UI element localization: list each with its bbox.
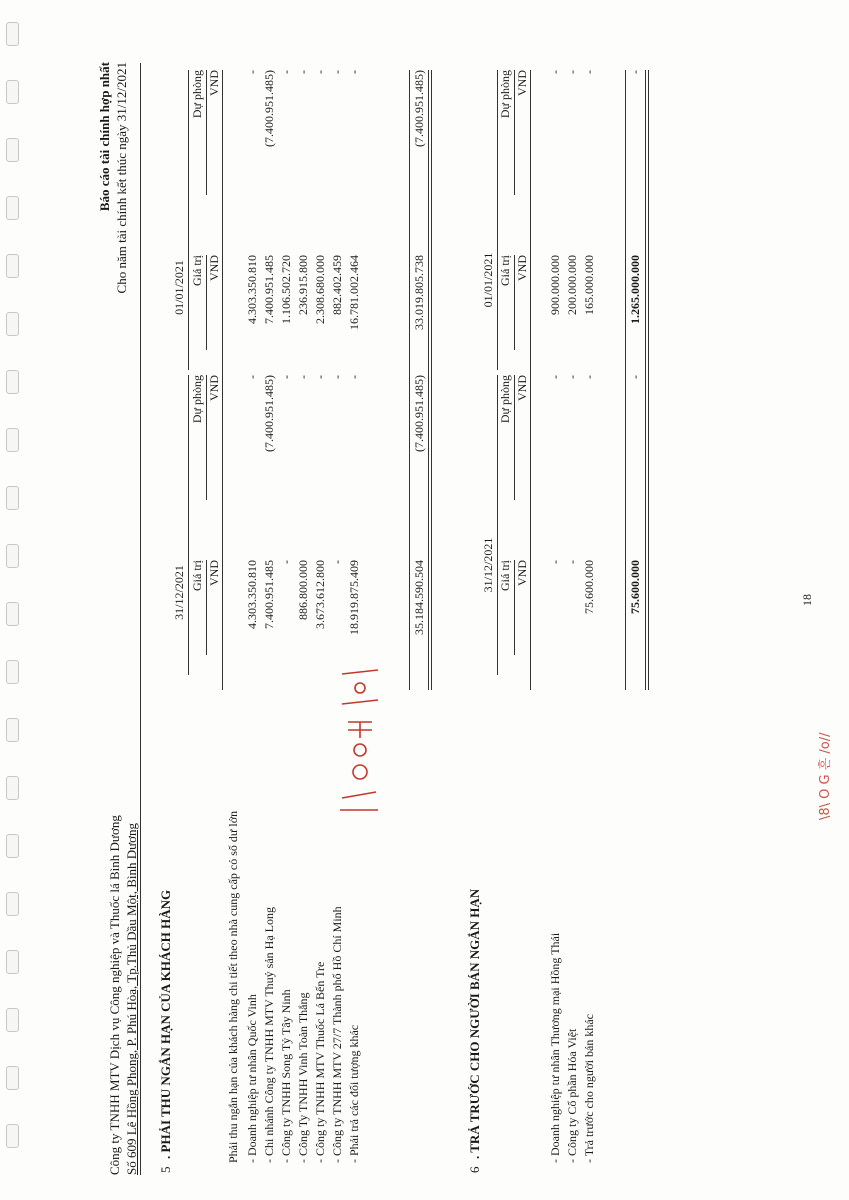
row-value-2: 16.781.002.464 bbox=[347, 255, 361, 330]
handwritten-note: \8\ O G 흔 /o// bbox=[818, 732, 833, 820]
s6-unit-4: VND bbox=[515, 70, 529, 96]
report-title: Báo cáo tài chính hợp nhất bbox=[97, 62, 112, 212]
row-value-2: 882.402.459 bbox=[330, 255, 344, 315]
s6-col-value-1: Giá trị bbox=[498, 560, 512, 591]
row-prov-1: - bbox=[313, 375, 327, 379]
s5-unit-3: VND bbox=[207, 255, 221, 281]
company-address: Số 609 Lê Hồng Phong, P. Phú Hòa, Tp.Thủ Dầu Một, Bình Dương bbox=[124, 822, 139, 1175]
row-label: - Doanh nghiệp tư nhân Thương mại Hồng Thái bbox=[548, 932, 562, 1163]
row-value-1: - bbox=[548, 560, 562, 564]
s5-intro: Phải thu ngắn hạn của khách hàng chi tiết theo nhà cung cấp có số dư lớn bbox=[226, 810, 240, 1163]
s5-unit-2: VND bbox=[207, 375, 221, 401]
row-value-1: 18.919.875.409 bbox=[347, 560, 361, 635]
row-prov-1: - bbox=[279, 375, 293, 379]
section5-title: . PHẢI THU NGẮN HẠN CỦA KHÁCH HÀNG bbox=[158, 889, 173, 1159]
s6-period1: 31/12/2021 bbox=[481, 537, 495, 593]
row-value-2: 1.106.502.720 bbox=[279, 255, 293, 324]
s6-col-prov-2: Dự phòng bbox=[498, 70, 512, 119]
row-value-2: 165.000.000 bbox=[582, 255, 596, 315]
row-prov-1: - bbox=[565, 375, 579, 379]
total-value-2: 33.019.805.738 bbox=[412, 255, 426, 330]
row-value-2: 900.000.000 bbox=[548, 255, 562, 315]
report-period: Cho năm tài chính kết thúc ngày 31/12/2021 bbox=[114, 62, 129, 294]
row-value-1: 886.800.000 bbox=[296, 560, 310, 620]
s6-unit-2: VND bbox=[515, 375, 529, 401]
s6-unit-1: VND bbox=[515, 560, 529, 586]
s5-col-value-2: Giá trị bbox=[190, 255, 204, 286]
row-prov-2: - bbox=[548, 70, 562, 74]
row-prov-2: - bbox=[330, 70, 344, 74]
row-value-1: 7.400.951.485 bbox=[262, 560, 276, 629]
row-prov-1: - bbox=[347, 375, 361, 379]
row-value-1: 3.673.612.800 bbox=[313, 560, 327, 629]
s6-period2: 01/01/2021 bbox=[481, 252, 495, 308]
s5-unit-4: VND bbox=[207, 70, 221, 96]
total-value-1: 35.184.590.504 bbox=[412, 560, 426, 635]
s5-col-prov-1: Dự phòng bbox=[190, 375, 204, 424]
total-prov-1: - bbox=[628, 375, 642, 379]
row-value-1: 4.303.350.810 bbox=[245, 560, 259, 629]
row-prov-1: - bbox=[296, 375, 310, 379]
row-prov-2: - bbox=[347, 70, 361, 74]
row-prov-1: - bbox=[245, 375, 259, 379]
s6-col-prov-1: Dự phòng bbox=[498, 375, 512, 424]
row-prov-2: - bbox=[313, 70, 327, 74]
row-prov-1: - bbox=[330, 375, 344, 379]
row-value-1: 75.600.000 bbox=[582, 560, 596, 614]
total-value-1: 75.600.000 bbox=[628, 560, 642, 614]
row-label: - Công ty TNHH MTV 27/7 Thành phố Hồ Chí Minh bbox=[330, 906, 344, 1163]
page-number: 18 bbox=[800, 594, 814, 606]
s5-period1: 31/12/2021 bbox=[172, 565, 186, 620]
row-value-1: - bbox=[330, 560, 344, 564]
row-label: - Công Ty TNHH Vinh Toàn Thắng bbox=[296, 992, 310, 1163]
row-label: - Doanh nghiệp tư nhân Quốc Vinh bbox=[245, 994, 259, 1163]
row-prov-2: - bbox=[279, 70, 293, 74]
total-prov-1: (7.400.951.485) bbox=[412, 375, 426, 452]
s5-col-value-1: Giá trị bbox=[190, 560, 204, 591]
company-name: Công ty TNHH MTV Dịch vụ Công nghiệp và Thuốc lá Bình Dương bbox=[107, 815, 122, 1175]
total-value-2: 1.265.000.000 bbox=[628, 255, 642, 324]
section6-number: 6 bbox=[467, 1166, 482, 1173]
section6-title: . TRẢ TRƯỚC CHO NGƯỜI BÁN NGẮN HẠN bbox=[467, 888, 482, 1159]
s5-unit-1: VND bbox=[207, 560, 221, 586]
row-prov-2: - bbox=[245, 70, 259, 74]
row-prov-1: (7.400.951.485) bbox=[262, 375, 276, 452]
row-label: - Công ty Cổ phần Hóa Việt bbox=[565, 1028, 579, 1163]
row-prov-2: - bbox=[296, 70, 310, 74]
s5-col-prov-2: Dự phòng bbox=[190, 70, 204, 119]
header-rule bbox=[140, 63, 141, 1175]
row-prov-2: - bbox=[565, 70, 579, 74]
row-prov-1: - bbox=[548, 375, 562, 379]
s5-period2: 01/01/2021 bbox=[172, 260, 186, 315]
section5-number: 5 bbox=[158, 1166, 173, 1173]
row-value-1: - bbox=[279, 560, 293, 564]
row-value-2: 236.915.800 bbox=[296, 255, 310, 315]
row-label: - Phải trả các đối tượng khác bbox=[347, 1024, 361, 1163]
row-value-2: 200.000.000 bbox=[565, 255, 579, 315]
row-label: - Công ty TNHH MTV Thuốc Lá Bến Tre bbox=[313, 961, 327, 1163]
row-value-1: - bbox=[565, 560, 579, 564]
s6-col-value-2: Giá trị bbox=[498, 255, 512, 286]
row-value-2: 2.308.680.000 bbox=[313, 255, 327, 324]
s6-unit-3: VND bbox=[515, 255, 529, 281]
total-prov-2: (7.400.951.485) bbox=[412, 70, 426, 147]
row-prov-2: - bbox=[582, 70, 596, 74]
row-label: - Chi nhánh Công ty TNHH MTV Thuỷ sản Hạ Long bbox=[262, 907, 276, 1163]
row-label: - Công ty TNHH Song Tỷ Tây Ninh bbox=[279, 989, 293, 1163]
row-prov-1: - bbox=[582, 375, 596, 379]
row-label: - Trả trước cho người bán khác bbox=[582, 1013, 596, 1163]
row-value-2: 4.303.350.810 bbox=[245, 255, 259, 324]
total-prov-2: - bbox=[628, 70, 642, 74]
row-value-2: 7.400.951.485 bbox=[262, 255, 276, 324]
row-prov-2: (7.400.951.485) bbox=[262, 70, 276, 147]
